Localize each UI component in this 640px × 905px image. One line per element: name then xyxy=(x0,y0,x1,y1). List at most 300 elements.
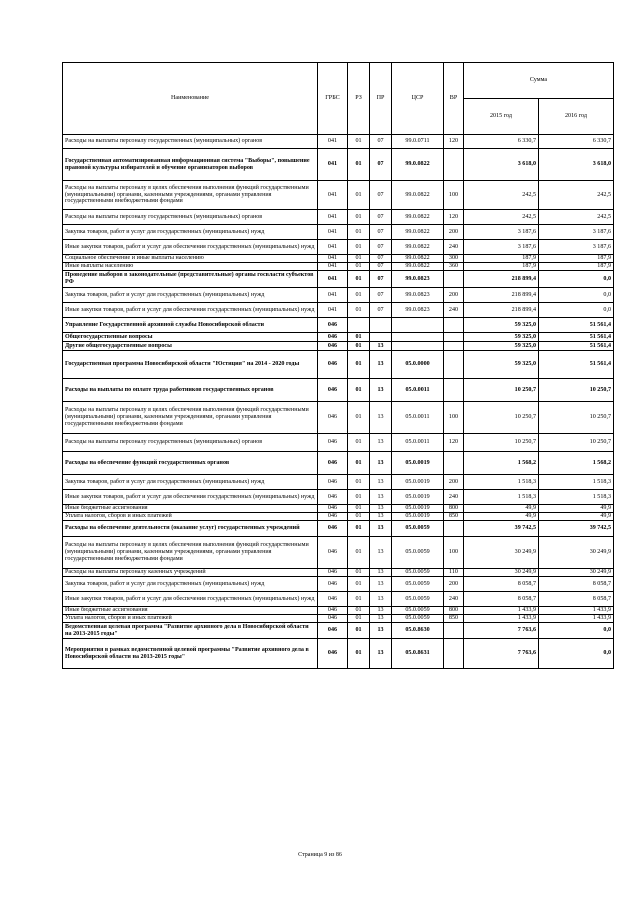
row-grbs: 046 xyxy=(318,577,348,592)
table-row xyxy=(63,351,614,379)
row-name: Иные закупки товаров, работ и услуг для обеспечения государственных (муниципальных) нужд xyxy=(63,592,318,607)
row-pr: 13 xyxy=(370,402,392,434)
row-name: Общегосударственные вопросы xyxy=(63,333,318,342)
row-rz: 01 xyxy=(348,505,370,513)
table-row xyxy=(63,379,614,402)
row-sum-2016: 242,5 xyxy=(539,181,614,210)
row-pr xyxy=(370,333,392,342)
row-pr: 13 xyxy=(370,452,392,475)
row-pr: 13 xyxy=(370,623,392,639)
row-pr: 07 xyxy=(370,225,392,240)
row-vr: 120 xyxy=(444,135,464,149)
row-name: Расходы на выплаты персоналу в целях обеспечения выполнения функций государственными (муниципальными) органами, казенными учреждениями, органами управления государственными внебюджетными фондами xyxy=(63,537,318,569)
row-sum-2015: 1 433,9 xyxy=(464,607,539,615)
header-pr: ПР xyxy=(370,63,392,135)
row-pr: 07 xyxy=(370,288,392,303)
row-sum-2016: 39 742,5 xyxy=(539,521,614,537)
row-sum-2015: 30 249,9 xyxy=(464,569,539,577)
row-sum-2015: 39 742,5 xyxy=(464,521,539,537)
table-row xyxy=(63,402,614,434)
row-csr: 99.0.0823 xyxy=(392,303,444,318)
row-sum-2016: 30 249,9 xyxy=(539,569,614,577)
table-row xyxy=(63,537,614,569)
row-csr: 99.0.0822 xyxy=(392,263,444,271)
row-rz: 01 xyxy=(348,225,370,240)
row-pr: 13 xyxy=(370,379,392,402)
row-pr xyxy=(370,318,392,333)
row-vr xyxy=(444,351,464,379)
row-sum-2015: 3 187,6 xyxy=(464,225,539,240)
row-sum-2016: 242,5 xyxy=(539,210,614,225)
row-sum-2016: 1 433,9 xyxy=(539,615,614,623)
row-sum-2015: 1 433,9 xyxy=(464,615,539,623)
row-vr: 200 xyxy=(444,577,464,592)
budget-table xyxy=(62,62,614,669)
row-rz: 01 xyxy=(348,351,370,379)
row-rz xyxy=(348,318,370,333)
row-grbs: 046 xyxy=(318,318,348,333)
row-pr: 07 xyxy=(370,210,392,225)
row-pr: 07 xyxy=(370,263,392,271)
row-csr: 99.0.0822 xyxy=(392,149,444,181)
row-rz: 01 xyxy=(348,521,370,537)
row-rz: 01 xyxy=(348,475,370,490)
table-row xyxy=(63,434,614,452)
table-header-row xyxy=(63,63,614,99)
row-grbs: 046 xyxy=(318,623,348,639)
row-csr: 05.0.0059 xyxy=(392,569,444,577)
row-vr xyxy=(444,318,464,333)
row-sum-2016: 51 561,4 xyxy=(539,333,614,342)
row-csr: 05.0.0019 xyxy=(392,452,444,475)
row-name: Уплата налогов, сборов и иных платежей xyxy=(63,513,318,521)
row-name: Расходы на выплаты персоналу в целях обеспечения выполнения функций государственными (муниципальными) органами, казенными учреждениями, органами управления государственными внебюджетными фондами xyxy=(63,402,318,434)
row-sum-2015: 187,9 xyxy=(464,255,539,263)
row-sum-2016: 3 187,6 xyxy=(539,225,614,240)
row-pr: 07 xyxy=(370,271,392,288)
row-csr: 05.0.0000 xyxy=(392,351,444,379)
row-grbs: 046 xyxy=(318,537,348,569)
row-sum-2016: 6 330,7 xyxy=(539,135,614,149)
row-csr: 99.0.0823 xyxy=(392,288,444,303)
row-sum-2016: 30 249,9 xyxy=(539,537,614,569)
row-vr: 200 xyxy=(444,475,464,490)
header-csr: ЦСР xyxy=(392,63,444,135)
row-grbs: 041 xyxy=(318,210,348,225)
row-grbs: 046 xyxy=(318,513,348,521)
row-vr xyxy=(444,342,464,351)
row-sum-2015: 59 325,0 xyxy=(464,351,539,379)
table-body xyxy=(63,135,614,669)
table-row xyxy=(63,303,614,318)
row-name: Расходы на обеспечение функций государственных органов xyxy=(63,452,318,475)
row-csr: 05.0.0019 xyxy=(392,490,444,505)
row-rz: 01 xyxy=(348,607,370,615)
header-rz: РЗ xyxy=(348,63,370,135)
row-vr: 850 xyxy=(444,615,464,623)
table-row xyxy=(63,615,614,623)
row-sum-2015: 59 325,0 xyxy=(464,333,539,342)
row-sum-2016: 3 618,0 xyxy=(539,149,614,181)
row-vr: 100 xyxy=(444,402,464,434)
row-sum-2016: 1 568,2 xyxy=(539,452,614,475)
row-sum-2015: 59 325,0 xyxy=(464,342,539,351)
row-rz: 01 xyxy=(348,434,370,452)
row-csr: 05.0.0019 xyxy=(392,513,444,521)
row-name: Иные выплаты населению xyxy=(63,263,318,271)
row-name: Иные закупки товаров, работ и услуг для обеспечения государственных (муниципальных) нужд xyxy=(63,240,318,255)
row-rz: 01 xyxy=(348,577,370,592)
row-rz: 01 xyxy=(348,402,370,434)
table-row xyxy=(63,225,614,240)
row-rz: 01 xyxy=(348,537,370,569)
row-sum-2016: 0,0 xyxy=(539,639,614,669)
row-rz: 01 xyxy=(348,615,370,623)
row-name: Государственная автоматизированная информационная система "Выборы", повышение правовой культуры избирателей и обучение организаторов выборов xyxy=(63,149,318,181)
row-sum-2016: 1 518,3 xyxy=(539,490,614,505)
row-sum-2016: 10 250,7 xyxy=(539,402,614,434)
row-vr: 240 xyxy=(444,592,464,607)
row-sum-2016: 51 561,4 xyxy=(539,351,614,379)
row-csr: 99.0.0711 xyxy=(392,135,444,149)
row-name: Иные закупки товаров, работ и услуг для обеспечения государственных (муниципальных) нужд xyxy=(63,303,318,318)
row-pr: 13 xyxy=(370,513,392,521)
row-vr: 120 xyxy=(444,434,464,452)
row-name: Другие общегосударственные вопросы xyxy=(63,342,318,351)
row-csr xyxy=(392,318,444,333)
row-sum-2016: 187,9 xyxy=(539,263,614,271)
row-grbs: 041 xyxy=(318,149,348,181)
row-grbs: 046 xyxy=(318,452,348,475)
row-vr: 240 xyxy=(444,490,464,505)
row-rz: 01 xyxy=(348,513,370,521)
row-vr xyxy=(444,639,464,669)
row-vr xyxy=(444,623,464,639)
row-grbs: 041 xyxy=(318,240,348,255)
row-rz: 01 xyxy=(348,623,370,639)
row-csr: 05.0.8631 xyxy=(392,639,444,669)
row-sum-2016: 1 518,3 xyxy=(539,475,614,490)
table-row xyxy=(63,505,614,513)
row-name: Ведомственная целевая программа "Развитие архивного дела в Новосибирской области на 2013-2015 годы" xyxy=(63,623,318,639)
row-pr: 07 xyxy=(370,240,392,255)
row-vr: 110 xyxy=(444,569,464,577)
table-row xyxy=(63,452,614,475)
row-pr: 13 xyxy=(370,342,392,351)
row-grbs: 046 xyxy=(318,569,348,577)
row-pr: 13 xyxy=(370,607,392,615)
row-csr: 99.0.0822 xyxy=(392,181,444,210)
row-sum-2016: 0,0 xyxy=(539,288,614,303)
row-sum-2015: 218 899,4 xyxy=(464,303,539,318)
table-row xyxy=(63,342,614,351)
header-name: Наименование xyxy=(63,63,318,135)
row-sum-2015: 10 250,7 xyxy=(464,379,539,402)
table-row xyxy=(63,521,614,537)
row-grbs: 046 xyxy=(318,639,348,669)
row-grbs: 046 xyxy=(318,379,348,402)
row-vr: 800 xyxy=(444,505,464,513)
row-name: Расходы на выплаты персоналу государственных (муниципальных) органов xyxy=(63,434,318,452)
row-vr: 240 xyxy=(444,240,464,255)
row-sum-2016: 49,9 xyxy=(539,513,614,521)
row-sum-2015: 3 618,0 xyxy=(464,149,539,181)
row-sum-2015: 3 187,6 xyxy=(464,240,539,255)
table-row xyxy=(63,475,614,490)
header-2016: 2016 год xyxy=(539,99,614,135)
row-grbs: 041 xyxy=(318,271,348,288)
row-rz: 01 xyxy=(348,181,370,210)
row-sum-2016: 3 187,6 xyxy=(539,240,614,255)
row-grbs: 046 xyxy=(318,592,348,607)
row-rz: 01 xyxy=(348,569,370,577)
table-row xyxy=(63,490,614,505)
row-rz: 01 xyxy=(348,452,370,475)
row-sum-2015: 1 518,3 xyxy=(464,490,539,505)
row-grbs: 041 xyxy=(318,288,348,303)
row-rz: 01 xyxy=(348,271,370,288)
row-name: Расходы на выплаты персоналу государственных (муниципальных) органов xyxy=(63,210,318,225)
row-rz: 01 xyxy=(348,333,370,342)
row-name: Иные бюджетные ассигнования xyxy=(63,607,318,615)
row-sum-2015: 218 899,4 xyxy=(464,271,539,288)
row-name: Иные бюджетные ассигнования xyxy=(63,505,318,513)
table-row xyxy=(63,255,614,263)
row-sum-2015: 6 330,7 xyxy=(464,135,539,149)
row-rz: 01 xyxy=(348,240,370,255)
row-name: Уплата налогов, сборов и иных платежей xyxy=(63,615,318,623)
row-sum-2015: 242,5 xyxy=(464,181,539,210)
row-csr: 05.0.0059 xyxy=(392,592,444,607)
header-grbs: ГРБС xyxy=(318,63,348,135)
row-csr: 99.0.0823 xyxy=(392,271,444,288)
table-row xyxy=(63,288,614,303)
row-name: Закупка товаров, работ и услуг для государственных (муниципальных) нужд xyxy=(63,288,318,303)
row-vr: 120 xyxy=(444,210,464,225)
row-vr: 800 xyxy=(444,607,464,615)
row-name: Управление Государственной архивной службы Новосибирской области xyxy=(63,318,318,333)
row-csr: 99.0.0822 xyxy=(392,225,444,240)
table-row xyxy=(63,240,614,255)
row-pr: 13 xyxy=(370,577,392,592)
row-name: Социальное обеспечение и иные выплаты населению xyxy=(63,255,318,263)
row-pr: 07 xyxy=(370,303,392,318)
row-sum-2016: 10 250,7 xyxy=(539,434,614,452)
row-csr: 05.0.0059 xyxy=(392,607,444,615)
row-pr: 07 xyxy=(370,181,392,210)
row-pr: 13 xyxy=(370,615,392,623)
table-row xyxy=(63,569,614,577)
row-csr xyxy=(392,333,444,342)
header-sum: Сумма xyxy=(464,63,614,99)
row-sum-2016: 49,9 xyxy=(539,505,614,513)
row-sum-2016: 8 058,7 xyxy=(539,592,614,607)
row-rz: 01 xyxy=(348,135,370,149)
row-vr: 100 xyxy=(444,181,464,210)
row-csr: 05.0.0059 xyxy=(392,615,444,623)
row-pr: 13 xyxy=(370,592,392,607)
row-sum-2015: 59 325,0 xyxy=(464,318,539,333)
row-vr xyxy=(444,521,464,537)
row-sum-2015: 49,9 xyxy=(464,505,539,513)
row-sum-2015: 218 899,4 xyxy=(464,288,539,303)
row-rz: 01 xyxy=(348,210,370,225)
row-sum-2016: 51 561,4 xyxy=(539,318,614,333)
row-csr: 05.0.0019 xyxy=(392,505,444,513)
row-rz: 01 xyxy=(348,592,370,607)
table-row xyxy=(63,271,614,288)
row-pr: 07 xyxy=(370,255,392,263)
row-vr: 100 xyxy=(444,537,464,569)
row-name: Закупка товаров, работ и услуг для государственных (муниципальных) нужд xyxy=(63,577,318,592)
row-pr: 13 xyxy=(370,537,392,569)
table-row xyxy=(63,623,614,639)
row-grbs: 046 xyxy=(318,342,348,351)
row-sum-2015: 8 058,7 xyxy=(464,592,539,607)
row-csr: 05.0.0011 xyxy=(392,402,444,434)
header-vr: ВР xyxy=(444,63,464,135)
row-sum-2016: 51 561,4 xyxy=(539,342,614,351)
row-name: Проведение выборов в законодательные (представительные) органы госвласти субъектов РФ xyxy=(63,271,318,288)
row-csr: 99.0.0822 xyxy=(392,210,444,225)
row-rz: 01 xyxy=(348,288,370,303)
row-rz: 01 xyxy=(348,639,370,669)
row-pr: 13 xyxy=(370,351,392,379)
row-sum-2015: 10 250,7 xyxy=(464,402,539,434)
row-name: Мероприятия в рамках ведомственной целевой программы "Развитие архивного дела в Новосибирской области на 2013-2015 годы" xyxy=(63,639,318,669)
row-grbs: 046 xyxy=(318,434,348,452)
row-name: Расходы на выплаты персоналу казенных учреждений xyxy=(63,569,318,577)
table-row xyxy=(63,513,614,521)
row-csr: 05.0.0059 xyxy=(392,521,444,537)
row-pr: 07 xyxy=(370,135,392,149)
row-csr: 05.0.0019 xyxy=(392,475,444,490)
row-sum-2015: 8 058,7 xyxy=(464,577,539,592)
row-name: Расходы на выплаты по оплате труда работников государственных органов xyxy=(63,379,318,402)
row-pr: 13 xyxy=(370,521,392,537)
row-vr xyxy=(444,271,464,288)
row-sum-2016: 1 433,9 xyxy=(539,607,614,615)
row-grbs: 046 xyxy=(318,490,348,505)
row-vr xyxy=(444,379,464,402)
header-2015: 2015 год xyxy=(464,99,539,135)
table-row xyxy=(63,210,614,225)
row-grbs: 046 xyxy=(318,333,348,342)
table-row xyxy=(63,181,614,210)
row-vr: 360 xyxy=(444,263,464,271)
row-name: Расходы на выплаты персоналу государственных (муниципальных) органов xyxy=(63,135,318,149)
row-name: Государственная программа Новосибирской области "Юстиция" на 2014 - 2020 годы xyxy=(63,351,318,379)
row-grbs: 046 xyxy=(318,475,348,490)
row-grbs: 046 xyxy=(318,402,348,434)
row-vr: 240 xyxy=(444,303,464,318)
row-pr: 13 xyxy=(370,490,392,505)
row-grbs: 046 xyxy=(318,607,348,615)
row-vr xyxy=(444,333,464,342)
row-sum-2016: 0,0 xyxy=(539,623,614,639)
table-row xyxy=(63,607,614,615)
row-name: Закупка товаров, работ и услуг для государственных (муниципальных) нужд xyxy=(63,475,318,490)
row-sum-2016: 10 250,7 xyxy=(539,379,614,402)
row-name: Расходы на выплаты персоналу в целях обеспечения выполнения функций государственными (муниципальными) органами, казенными учреждениями, органами управления государственными внебюджетными фондами xyxy=(63,181,318,210)
row-name: Закупка товаров, работ и услуг для государственных (муниципальных) нужд xyxy=(63,225,318,240)
row-pr: 07 xyxy=(370,149,392,181)
row-csr: 05.0.0011 xyxy=(392,379,444,402)
row-sum-2015: 7 763,6 xyxy=(464,623,539,639)
row-sum-2015: 10 250,7 xyxy=(464,434,539,452)
row-sum-2015: 7 763,6 xyxy=(464,639,539,669)
row-rz: 01 xyxy=(348,255,370,263)
row-rz: 01 xyxy=(348,342,370,351)
row-csr: 05.0.0059 xyxy=(392,537,444,569)
row-grbs: 046 xyxy=(318,351,348,379)
row-grbs: 046 xyxy=(318,505,348,513)
row-rz: 01 xyxy=(348,490,370,505)
row-sum-2016: 8 058,7 xyxy=(539,577,614,592)
table-row xyxy=(63,577,614,592)
row-csr xyxy=(392,342,444,351)
row-sum-2015: 49,9 xyxy=(464,513,539,521)
row-vr xyxy=(444,149,464,181)
row-sum-2015: 1 568,2 xyxy=(464,452,539,475)
table-row xyxy=(63,135,614,149)
row-pr: 13 xyxy=(370,505,392,513)
row-csr: 05.0.0011 xyxy=(392,434,444,452)
row-csr: 05.0.8630 xyxy=(392,623,444,639)
row-name: Расходы на обеспечение деятельности (оказание услуг) государственных учреждений xyxy=(63,521,318,537)
row-csr: 99.0.0822 xyxy=(392,255,444,263)
row-vr: 850 xyxy=(444,513,464,521)
row-csr: 99.0.0822 xyxy=(392,240,444,255)
row-pr: 13 xyxy=(370,569,392,577)
row-sum-2015: 187,9 xyxy=(464,263,539,271)
row-grbs: 046 xyxy=(318,615,348,623)
row-rz: 01 xyxy=(348,263,370,271)
table-row xyxy=(63,263,614,271)
row-pr: 13 xyxy=(370,639,392,669)
row-csr: 05.0.0059 xyxy=(392,577,444,592)
row-sum-2016: 0,0 xyxy=(539,271,614,288)
row-vr xyxy=(444,452,464,475)
row-rz: 01 xyxy=(348,303,370,318)
row-rz: 01 xyxy=(348,379,370,402)
row-grbs: 046 xyxy=(318,521,348,537)
row-sum-2016: 187,9 xyxy=(539,255,614,263)
row-pr: 13 xyxy=(370,434,392,452)
row-grbs: 041 xyxy=(318,255,348,263)
table-row xyxy=(63,592,614,607)
table-row xyxy=(63,318,614,333)
page-number: Страница 9 из 86 xyxy=(298,852,342,858)
row-vr: 200 xyxy=(444,225,464,240)
row-grbs: 041 xyxy=(318,303,348,318)
row-sum-2015: 30 249,9 xyxy=(464,537,539,569)
row-sum-2015: 1 518,3 xyxy=(464,475,539,490)
row-name: Иные закупки товаров, работ и услуг для обеспечения государственных (муниципальных) нужд xyxy=(63,490,318,505)
table-row xyxy=(63,149,614,181)
row-pr: 13 xyxy=(370,475,392,490)
table-row xyxy=(63,333,614,342)
row-grbs: 041 xyxy=(318,263,348,271)
row-rz: 01 xyxy=(348,149,370,181)
row-sum-2016: 0,0 xyxy=(539,303,614,318)
row-grbs: 041 xyxy=(318,225,348,240)
row-grbs: 041 xyxy=(318,181,348,210)
table-row xyxy=(63,639,614,669)
row-grbs: 041 xyxy=(318,135,348,149)
row-vr: 200 xyxy=(444,288,464,303)
row-sum-2015: 242,5 xyxy=(464,210,539,225)
